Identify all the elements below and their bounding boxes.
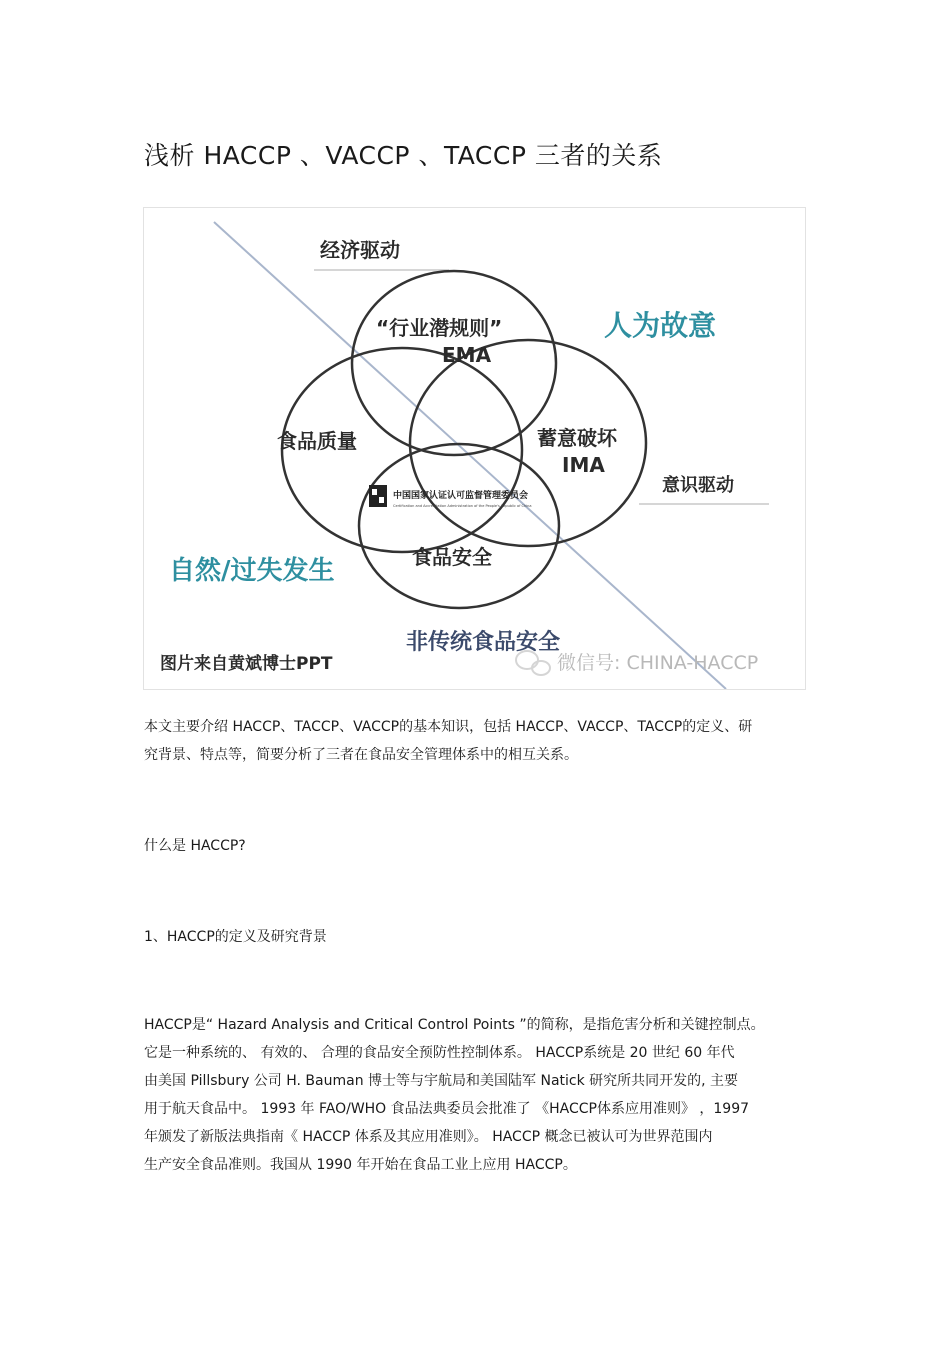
intro-line: 本文主要介绍 HACCP、TACCP、VACCP的基本知识，包括 HACCP、VACCP、TACCP的定义、研 (144, 719, 753, 735)
body-line: 用于航天食品中。 1993 年 FAO/WHO 食品法典委员会批准了 《HACCP体系应用准则》 ，1997 (144, 1101, 750, 1117)
label-watermark: 微信号: CHINA-HACCP (557, 652, 759, 674)
label-source: 图片来自黄斌博士PPT (160, 654, 333, 674)
section-heading: 1、HACCP的定义及研究背景 (144, 929, 327, 945)
label-nontraditional: 非传统食品安全 (406, 630, 561, 655)
body-line: 生产安全食品准则。我国从 1990 年开始在食品工业上应用 HACCP。 (144, 1157, 577, 1173)
label-logo-sub: Certification and Accreditation Administration of the People's Republic of China (393, 504, 532, 508)
label-natural: 自然/过失发生 (169, 556, 335, 586)
label-consciousness: 意识驱动 (662, 475, 734, 496)
label-human: 人为故意 (604, 309, 717, 342)
page-title: 浅析 HACCP 、VACCP 、TACCP 三者的关系 (144, 141, 663, 170)
cnca-logo-icon (369, 485, 387, 507)
body-line: 由美国 Pillsbury 公司 H. Bauman 博士等与宇航局和美国陆军 Natick 研究所共同开发的, 主要 (144, 1073, 739, 1089)
venn-diagram (144, 208, 805, 689)
venn-diagram-figure (143, 207, 806, 690)
intro-paragraph (144, 713, 752, 769)
label-ima-en: IMA (562, 453, 605, 477)
label-economic: 经济驱动 (320, 238, 400, 262)
label-safety: 食品安全 (412, 545, 492, 569)
label-ema-en: EMA (442, 343, 492, 367)
question-heading: 什么是 HACCP? (144, 838, 246, 854)
body-line: 它是一种系统的、 有效的、 合理的食品安全预防性控制体系。 HACCP系统是 20 世纪 60 年代 (144, 1045, 735, 1061)
label-ima-cn: 蓄意破坏 (537, 426, 617, 450)
body-line: 年颁发了新版法典指南《 HACCP 体系及其应用准则》。 HACCP 概念已被认可为世界范围内 (144, 1129, 713, 1145)
diagonal-line (214, 222, 726, 689)
label-logo: 中国国家认证认可监督管理委员会 (393, 491, 529, 501)
intro-line: 究背景、特点等，简要分析了三者在食品安全管理体系中的相互关系。 (144, 747, 578, 763)
label-quality: 食品质量 (277, 429, 357, 453)
body-line: HACCP是“ Hazard Analysis and Critical Control Points ”的简称，是指危害分析和关键控制点。 (144, 1017, 765, 1033)
body-paragraph (144, 1011, 765, 1179)
label-ema-cn: “行业潜规则” (376, 316, 503, 340)
